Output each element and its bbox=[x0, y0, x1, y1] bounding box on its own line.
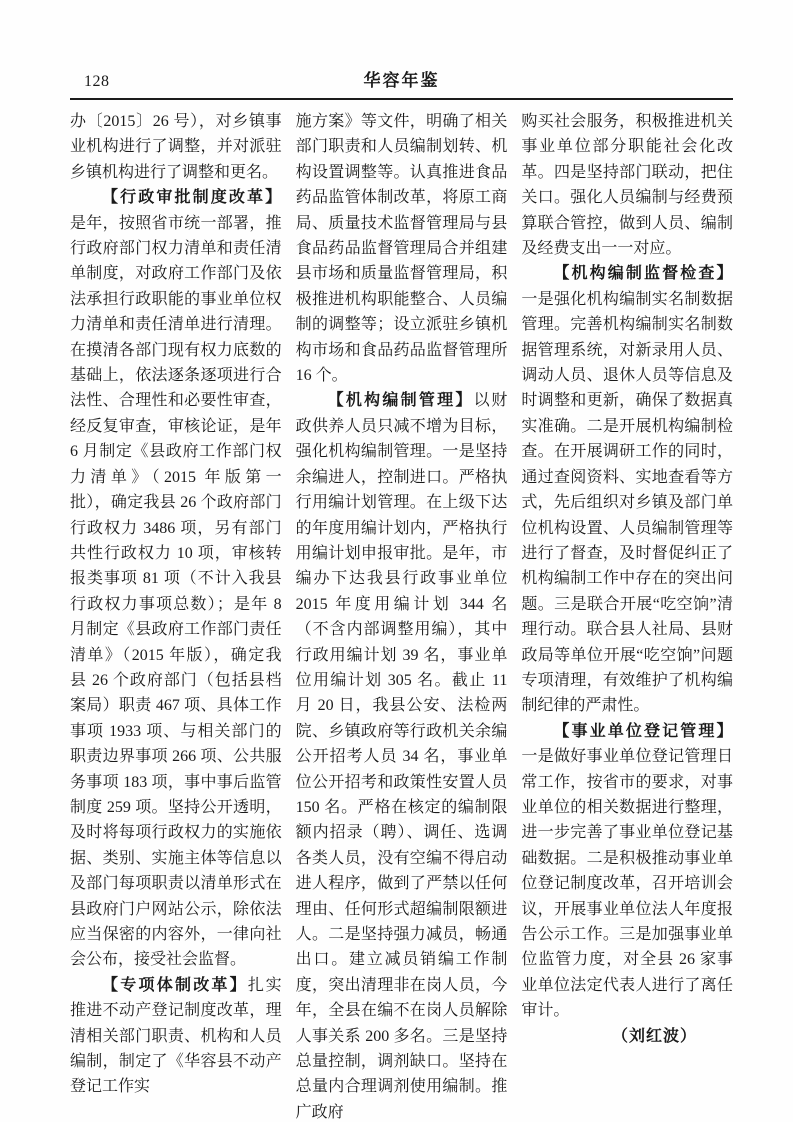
entry-heading: 【行政审批制度改革】 bbox=[102, 189, 282, 207]
entry-text: 以财政供养人员只减不增为目标，强化机构编制管理。一是坚持余编进人，控制进口。严格执行用编计划管理。在上级下达的年度用编计划内，严格执行用编计划申报审批。是年，市编办下达我县行政事业单位 2015 年度用编计划 344 名（不含内部调整用编），其中行政用编计划 39 名，事业单位用编计划 305 名。截止 11 月 20 日，我县公安、法检两院、乡镇政府等行政机关余编公开招考人员 34 名，事业单位公开招考和政策性安置人员 150 名。严格在核定的编制限额内招录（聘）、调任、选调各类人员，没有空编不得启动进人程序，做到了严禁以任何理由、任何形式超编制限额进人。二是坚持强力减员，畅通出口。建立减员销编工作制度，突出清理非在岗人员，今年，全县在编不在岗人员解除人事关系 200 多名。三是坚持总量控制，调剂缺口。坚持在总量内合理调剂使用编制。推广政府 bbox=[295, 392, 508, 1121]
text-columns bbox=[70, 109, 733, 1122]
entry-heading: 【事业单位登记管理】 bbox=[553, 722, 734, 740]
page-title: 华容年鉴 bbox=[363, 71, 440, 90]
entry-paragraph bbox=[521, 261, 733, 718]
paragraph-continuation: 购买社会服务，积极推进机关事业单位部分职能社会化改革。四是坚持部门联动，把住关口。强化人员编制与经费预算联合管控，做到人员、编制及经费支出一一对应。 bbox=[521, 113, 734, 258]
entry-paragraph bbox=[296, 388, 508, 1122]
entry-text: 一是强化机构编制实名制数据管理。完善机构编制实名制数据管理系统，对新录用人员、调动人员、退休人员等信息及时调整和更新，确保了数据真实准确。二是开展机构编制检查。在开展调研工作的同时，通过查阅资料、实地查看等方式，先后组织对乡镇及部门单位机构设置、人员编制管理等进行了督查，及时督促纠正了机构编制工作中存在的突出问题。三是联合开展“吃空饷”清理行动。联合县人社局、县财政局等单位开展“吃空饷”问题专项清理，有效维护了机构编制纪律的严肃性。 bbox=[521, 290, 734, 715]
column-1 bbox=[70, 109, 282, 1122]
page-number: 128 bbox=[84, 73, 110, 90]
entry-heading: 【机构编制管理】 bbox=[327, 392, 474, 410]
column-2 bbox=[296, 109, 508, 1122]
entry-text: 一是做好事业单位登记管理日常工作，按省市的要求，对事业单位的相关数据进行整理，进一步完善了事业单位登记基础数据。二是积极推动事业单位登记制度改革，召开培训会议，开展事业单位法人年度报告公示工作。三是加强事业单位监管力度，对全县 26 家事业单位法定代表人进行了离任审计。 bbox=[521, 748, 734, 1020]
entry-text: 是年，按照省市统一部署，推行政府部门权力清单和责任清单制度，对政府工作部门及依法承担行政职能的事业单位权力清单和责任清单进行清理。在摸清各部门现有权力底数的基础上，依法逐条逐项进行合法性、合理性和必要性审查，经反复审查，审核论证，是年 6 月制定《县政府工作部门权力清单》（2015 年版第一批），确定我县 26 个政府部门行政权力 3486 项，另有部门共性行政权力 10 项，审核转报类事项 81 项（不计入我县行政权力事项总数）；是年 8 月制定《县政府工作部门责任清单》（2015 年版），确定我县 26 个政府部门（包括县档案局）职责 467 项、具体工作事项 1933 项、与相关部门的职责边界事项 266 项、公共服务事项 183 项，事中事后监管制度 259 项。坚持公开透明，及时将每项行政权力的实施依据、类别、实施主体等信息以及部门每项职责以清单形式在县政府门户网站公示，除依法应当保密的内容外，一律向社会公布，接受社会监督。 bbox=[70, 214, 282, 969]
paragraph-continuation: 施方案》等文件，明确了相关部门职责和人员编制划转、机构设置调整等。认真推进食品药品监管体制改革，将原工商局、质量技术监督管理局与县食品药品监督管理局合并组建县市场和质量监督管理局，积极推进机构职能整合、人员编制的调整等；设立派驻乡镇机构市场和食品药品监督管理所 16 个。 bbox=[295, 113, 508, 385]
entry-heading: 【专项体制改革】 bbox=[102, 976, 248, 994]
entry-heading: 【机构编制监督检查】 bbox=[553, 265, 734, 283]
entry-paragraph bbox=[70, 973, 282, 1100]
column-3 bbox=[521, 109, 733, 1122]
entry-text: 扎实推进不动产登记制度改革，理清相关部门职责、机构和人员编制，制定了《华容县不动产登记工作实 bbox=[70, 976, 282, 1096]
page-header bbox=[70, 0, 733, 100]
entry-paragraph bbox=[521, 719, 733, 1024]
author-signature: （刘红波） bbox=[612, 1027, 698, 1045]
entry-paragraph bbox=[70, 185, 282, 973]
paragraph-continuation: 办〔2015〕26 号），对乡镇事业机构进行了调整，并对派驻乡镇机构进行了调整和更名。 bbox=[70, 113, 282, 181]
page-content bbox=[70, 0, 733, 1122]
